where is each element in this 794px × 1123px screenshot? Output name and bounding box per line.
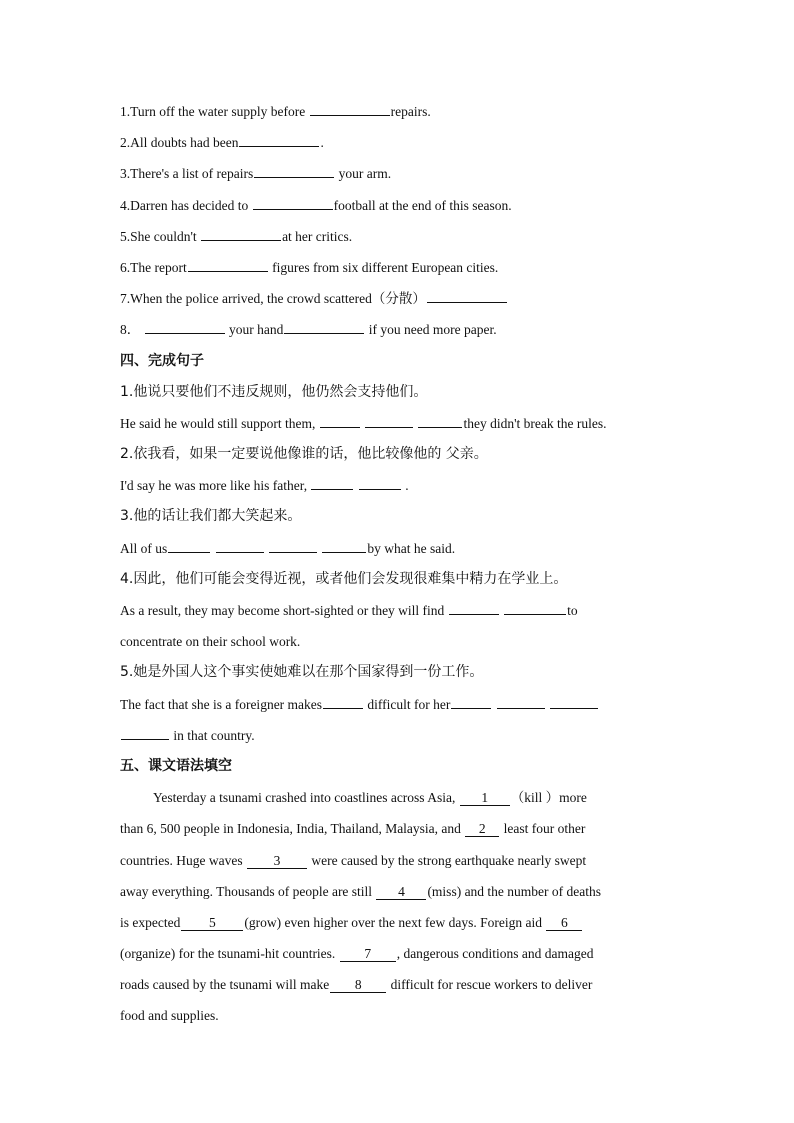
- answer-blank: [188, 256, 268, 272]
- answer-blank: [322, 537, 366, 553]
- question-2: [120, 127, 672, 158]
- question-text: repairs.: [390, 104, 431, 119]
- answer-blank: [311, 474, 353, 490]
- sentence-5-english-cont: [120, 720, 672, 751]
- section-heading: 五、课文语法填空: [120, 757, 232, 774]
- answer-blank: [449, 599, 499, 615]
- passage-text: away everything. Thousands of people are still: [120, 883, 373, 899]
- numbered-blank: 1: [460, 790, 510, 806]
- sentence-text: by what he said.: [367, 540, 456, 556]
- answer-blank: [418, 412, 462, 428]
- answer-blank: [359, 474, 401, 490]
- sentence-text: .: [405, 478, 409, 494]
- sentence-text: He said he would still support them,: [120, 415, 316, 431]
- worksheet-page: [120, 96, 672, 1032]
- question-1: [120, 96, 672, 127]
- sentence-2-chinese: 2.依我看，如果一定要说他像谁的话，他比较像他的 父亲。: [120, 446, 488, 463]
- passage-line: [120, 907, 672, 938]
- passage-line: [120, 845, 672, 876]
- numbered-blank: 6: [546, 915, 582, 931]
- answer-blank: [254, 162, 334, 178]
- sentence-4-english: [120, 595, 672, 626]
- passage-text: (organize) for the tsunami-hit countries.: [120, 946, 336, 962]
- answer-blank: [323, 693, 363, 709]
- passage-text: Yesterday a tsunami crashed into coastlines across Asia,: [153, 790, 456, 806]
- question-text: 6.The report: [120, 259, 187, 275]
- question-7: [120, 283, 672, 314]
- question-text: 7.When the police arrived, the crowd scattered（分散）: [120, 291, 426, 307]
- passage-text: roads caused by the tsunami will make: [120, 977, 330, 993]
- answer-blank: [121, 724, 169, 740]
- answer-blank: [145, 318, 225, 334]
- question-text: 4.Darren has decided to: [120, 197, 249, 213]
- question-4: [120, 190, 672, 221]
- question-text: 3.There's a list of repairs: [120, 166, 254, 182]
- question-6: [120, 252, 672, 283]
- question-text: at her critics.: [282, 228, 353, 244]
- passage-text: (miss) and the number of deaths: [427, 883, 602, 899]
- sentence-text: they didn't break the rules.: [463, 415, 607, 431]
- question-text: your hand: [229, 322, 284, 338]
- passage-text: countries. Huge waves: [120, 852, 243, 868]
- answer-blank: [284, 318, 364, 334]
- sentence-4-chinese: 4.因此，他们可能会变得近视，或者他们会发现很难集中精力在学业上。: [120, 570, 568, 587]
- answer-blank: [427, 287, 507, 303]
- question-text: .: [320, 135, 324, 151]
- sentence-4-english-cont: concentrate on their school work.: [120, 634, 301, 650]
- question-text: figures from six different European cities.: [272, 259, 499, 275]
- passage-text: were caused by the strong earthquake nearly swept: [311, 852, 587, 868]
- sentence-text: As a result, they may become short-sighted or they will find: [120, 603, 445, 618]
- question-8: [120, 314, 672, 345]
- answer-blank: [239, 131, 319, 147]
- answer-blank: [365, 412, 413, 428]
- answer-blank: [201, 225, 281, 241]
- sentence-text: to: [567, 603, 578, 618]
- question-3: [120, 158, 672, 189]
- answer-blank: [451, 693, 491, 709]
- answer-blank: [168, 537, 210, 553]
- answer-blank: [504, 599, 566, 615]
- passage-text: （kill ）more: [510, 790, 587, 806]
- passage-text: is expected: [120, 914, 181, 930]
- sentence-text: difficult for her: [367, 696, 451, 712]
- passage-line: [120, 813, 672, 844]
- answer-blank: [310, 100, 390, 116]
- numbered-blank: 4: [376, 884, 426, 900]
- numbered-blank: 2: [465, 821, 499, 837]
- sentence-3-english: [120, 533, 672, 564]
- numbered-blank: 3: [247, 853, 307, 869]
- question-text: 1.Turn off the water supply before: [120, 104, 306, 119]
- answer-blank: [550, 693, 598, 709]
- question-5: [120, 221, 672, 252]
- answer-blank: [320, 412, 360, 428]
- passage-line: [120, 876, 672, 907]
- section-heading: 四、完成句子: [120, 352, 204, 369]
- answer-blank: [216, 537, 264, 553]
- question-text: 5.She couldn't: [120, 228, 197, 244]
- passage-line: [120, 782, 672, 813]
- sentence-2-english: [120, 470, 672, 501]
- sentence-1-chinese: 1.他说只要他们不违反规则，他仍然会支持他们。: [120, 383, 428, 400]
- sentence-text: The fact that she is a foreigner makes: [120, 696, 323, 712]
- sentence-text: in that country.: [173, 727, 255, 743]
- numbered-blank: 8: [330, 977, 386, 993]
- answer-blank: [253, 194, 333, 210]
- sentence-text: I'd say he was more like his father,: [120, 478, 308, 494]
- question-text: football at the end of this season.: [333, 197, 512, 213]
- answer-blank: [269, 537, 317, 553]
- passage-line: [120, 938, 672, 969]
- passage-text: , dangerous conditions and damaged: [396, 946, 594, 962]
- sentence-5-chinese: 5.她是外国人这个事实使她难以在那个国家得到一份工作。: [120, 664, 484, 681]
- sentence-text: All of us: [120, 540, 168, 556]
- question-text: if you need more paper.: [368, 322, 497, 338]
- sentence-3-chinese: 3.他的话让我们都大笑起来。: [120, 508, 302, 525]
- sentence-5-english: [120, 689, 672, 720]
- passage-text: than 6, 500 people in Indonesia, India, Thailand, Malaysia, and: [120, 821, 461, 837]
- passage-text: least four other: [503, 821, 586, 837]
- question-text: 8．: [120, 322, 141, 338]
- question-text: your arm.: [338, 166, 392, 182]
- passage-line: [120, 969, 672, 1000]
- sentence-1-english: [120, 408, 672, 439]
- numbered-blank: 7: [340, 946, 396, 962]
- numbered-blank: 5: [181, 915, 243, 931]
- question-text: 2.All doubts had been: [120, 135, 239, 151]
- passage-line: food and supplies.: [120, 1008, 219, 1024]
- answer-blank: [497, 693, 545, 709]
- passage-text: (grow) even higher over the next few days. Foreign aid: [244, 914, 543, 930]
- passage-text: difficult for rescue workers to deliver: [390, 977, 593, 993]
